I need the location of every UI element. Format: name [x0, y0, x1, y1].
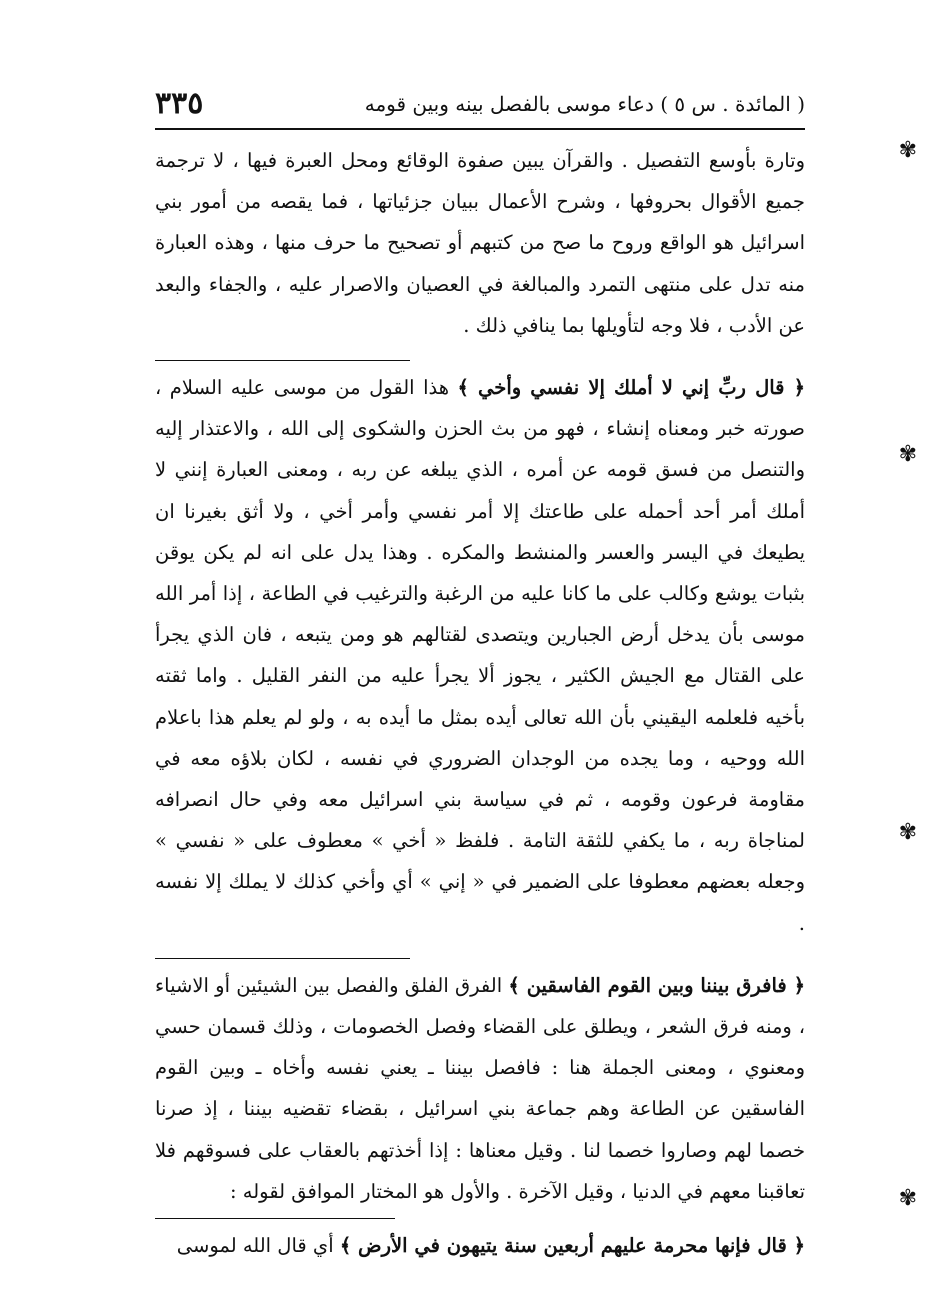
- paragraph: [155, 965, 805, 1212]
- page-number: ٣٣٥: [155, 86, 204, 121]
- quran-verse: ﴿ فافرق بيننا وبين القوم الفاسقين ﴾: [508, 973, 805, 997]
- quran-verse: ﴿ قال ربِّ إني لا أملك إلا نفسي وأخي ﴾: [457, 376, 806, 400]
- page-header: [155, 82, 805, 130]
- section-divider: [155, 1218, 395, 1219]
- quran-verse: ﴿ قال فإنها محرمة عليهم أربعين سنة يتيهون في الأرض ﴾: [339, 1234, 805, 1258]
- flower-ornament-icon: ✾: [898, 442, 917, 467]
- book-page: [155, 82, 805, 1266]
- paragraph: وتارة بأوسع التفصيل . والقرآن يبين صفوة الوقائع ومحل العبرة فيها ، لا ترجمة جميع الأقوال بحروفها ، وشرح الأعمال ببيان جزئياتها ، فما يقصه من أمور بني اسرائيل هو الواقع وروح ما صح من كتبهم أو تصحيح ما حرف منها ، وهذه العبارة منه تدل على منتهى التمرد والمبالغة في العصيان والاصرار عليه ، والجفاء والبعد عن الأدب ، فلا وجه لتأويلها بما ينافي ذلك .: [155, 149, 805, 337]
- flower-ornament-icon: ✾: [898, 820, 917, 845]
- commentary-text: أي قال الله لموسى: [176, 1234, 334, 1258]
- commentary-text: هذا القول من موسى عليه السلام ، صورته خبر ومعناه إنشاء ، فهو من بث الحزن والشكوى إلى الله ، والاعتذار إليه والتنصل من فسق قومه عن أمره ، الذي يبلغه عن ربه ، ومعنى العبارة إنني لا أملك أمر أحد أحمله على طاعتك إلا أمر نفسي وأمر أخي ، ولا أثق بغيرنا ان يطيعك في اليسر والعسر والمنشط والمكره . وهذا يدل على انه لم يكن يوقن بثبات يوشع وكالب على ما كانا عليه من الرغبة والترغيب في الطاعة ، إذا أمر الله موسى بأن يدخل أرض الجبارين ويتصدى لقتالهم هو ومن يتبعه ، فان الذي يجرأ على القتال مع الجيش الكثير ، يجوز ألا يجرأ عليه من النفر القليل . واما ثقته بأخيه فلعلمه اليقيني بأن الله تعالى أيده بمثل ما أيده به ، ولو لم يعلم هذا باعلام الله ووحيه ، وما يجده من الوجدان الضروري في نفسه ، لكان بلاؤه معه في مقاومة فرعون وقومه ، ثم في سياسة بني اسرائيل معه وفي حال انصرافه لمناجاة ربه ، ما يكفي للثقة التامة . فلفظ « أخي » معطوف على « نفسي » وجعله بعضهم معطوفا على الضمير في « إني » أي وأخي كذلك لا يملك إلا نفسه .: [155, 376, 805, 935]
- running-title: ( المائدة . س ٥ ) دعاء موسى بالفصل بينه وبين قومه: [364, 92, 805, 116]
- paragraph: [155, 367, 805, 944]
- section-divider: [155, 360, 410, 361]
- flower-ornament-icon: ✾: [898, 1186, 917, 1211]
- flower-ornament-icon: ✾: [898, 138, 917, 163]
- section-divider: [155, 958, 410, 959]
- commentary-text: الفرق الفلق والفصل بين الشيئين أو الاشياء ، ومنه فرق الشعر ، ويطلق على القضاء وفصل الخصومات ، وذلك قسمان حسي ومعنوي ، ومعنى الجملة هنا : فافصل بيننا ـ يعني نفسه وأخاه ـ وبين القوم الفاسقين عن الطاعة وهم جماعة بني اسرائيل ، بقضاء تقضيه بيننا ، إذ صرنا خصما لهم وصاروا خصما لنا . وقيل معناها : إذا أخذتهم بالعقاب على فسوقهم فلا تعاقبنا معهم في الدنيا ، وقيل الآخرة . والأول هو المختار الموافق لقوله :: [155, 973, 805, 1203]
- paragraph: [155, 1225, 805, 1266]
